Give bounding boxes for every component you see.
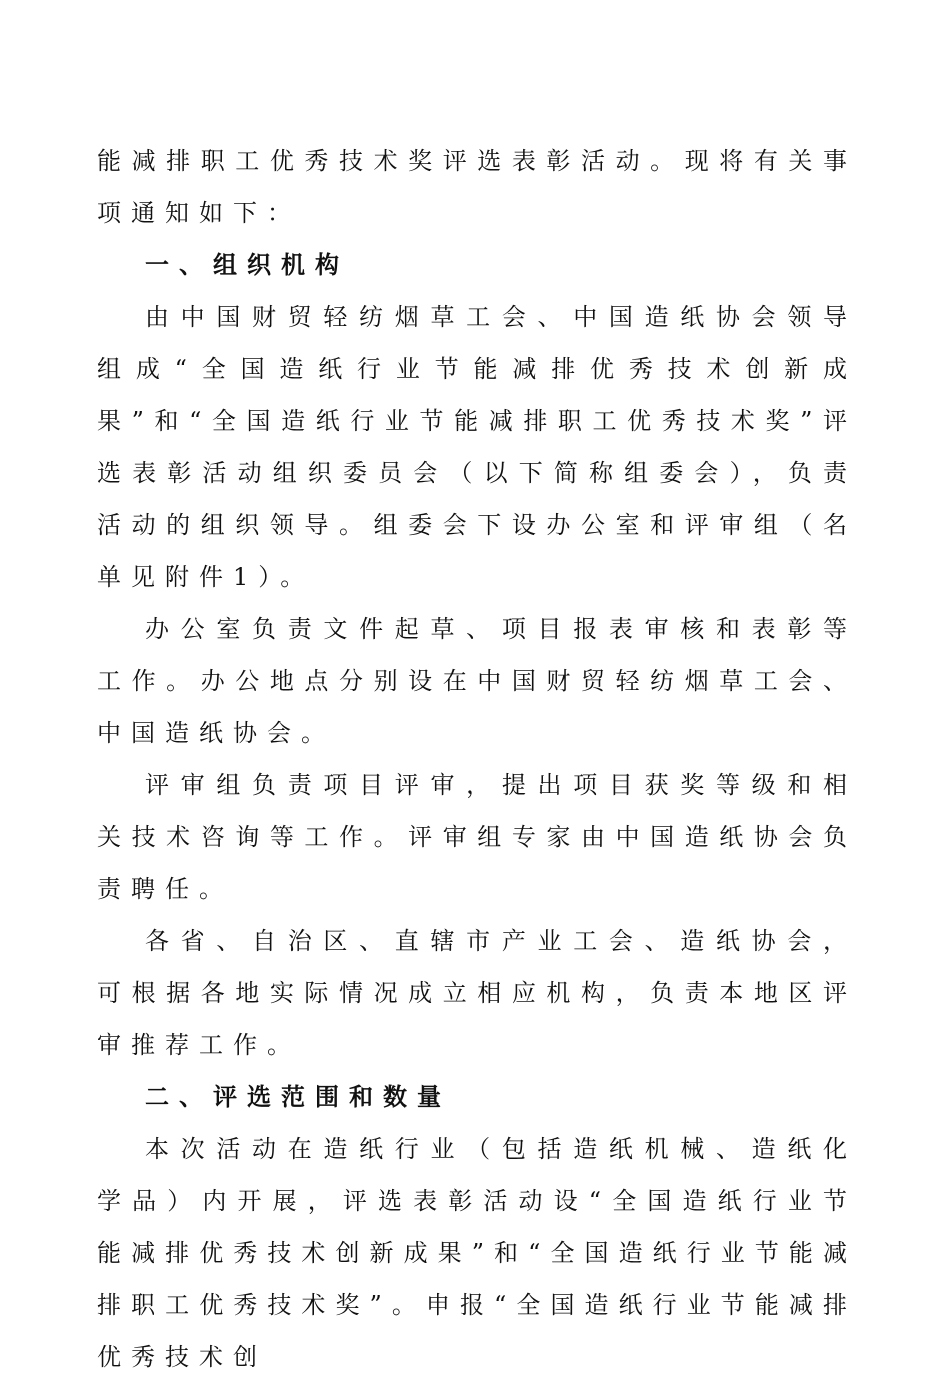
paragraph-regional: 各省、自治区、直辖市产业工会、造纸协会，可根据各地实际情况成立相应机构，负责本地区评审推荐工作。	[97, 927, 857, 1059]
section-heading-organization: 一、组织机构	[145, 251, 349, 279]
paragraph-scope: 本次活动在造纸行业（包括造纸机械、造纸化学品）内开展，评选表彰活动设“全国造纸行业节能减排优秀技术创新成果”和“全国造纸行业节能减排职工优秀技术奖”。申报“全国造纸行业节能减排优秀技术创	[97, 1135, 857, 1371]
section-heading-scope: 二、评选范围和数量	[145, 1083, 451, 1111]
intro-paragraph: 能减排职工优秀技术奖评选表彰活动。现将有关事项通知如下：	[97, 147, 857, 227]
paragraph-office: 办公室负责文件起草、项目报表审核和表彰等工作。办公地点分别设在中国财贸轻纺烟草工会、中国造纸协会。	[97, 615, 857, 747]
document-body	[97, 135, 857, 1383]
paragraph-review-group: 评审组负责项目评审，提出项目获奖等级和相关技术咨询等工作。评审组专家由中国造纸协会负责聘任。	[97, 771, 857, 903]
paragraph-organization: 由中国财贸轻纺烟草工会、中国造纸协会领导组成“全国造纸行业节能减排优秀技术创新成果”和“全国造纸行业节能减排职工优秀技术奖”评选表彰活动组织委员会（以下简称组委会），负责活动的组织领导。组委会下设办公室和评审组（名单见附件1）。	[97, 303, 857, 591]
